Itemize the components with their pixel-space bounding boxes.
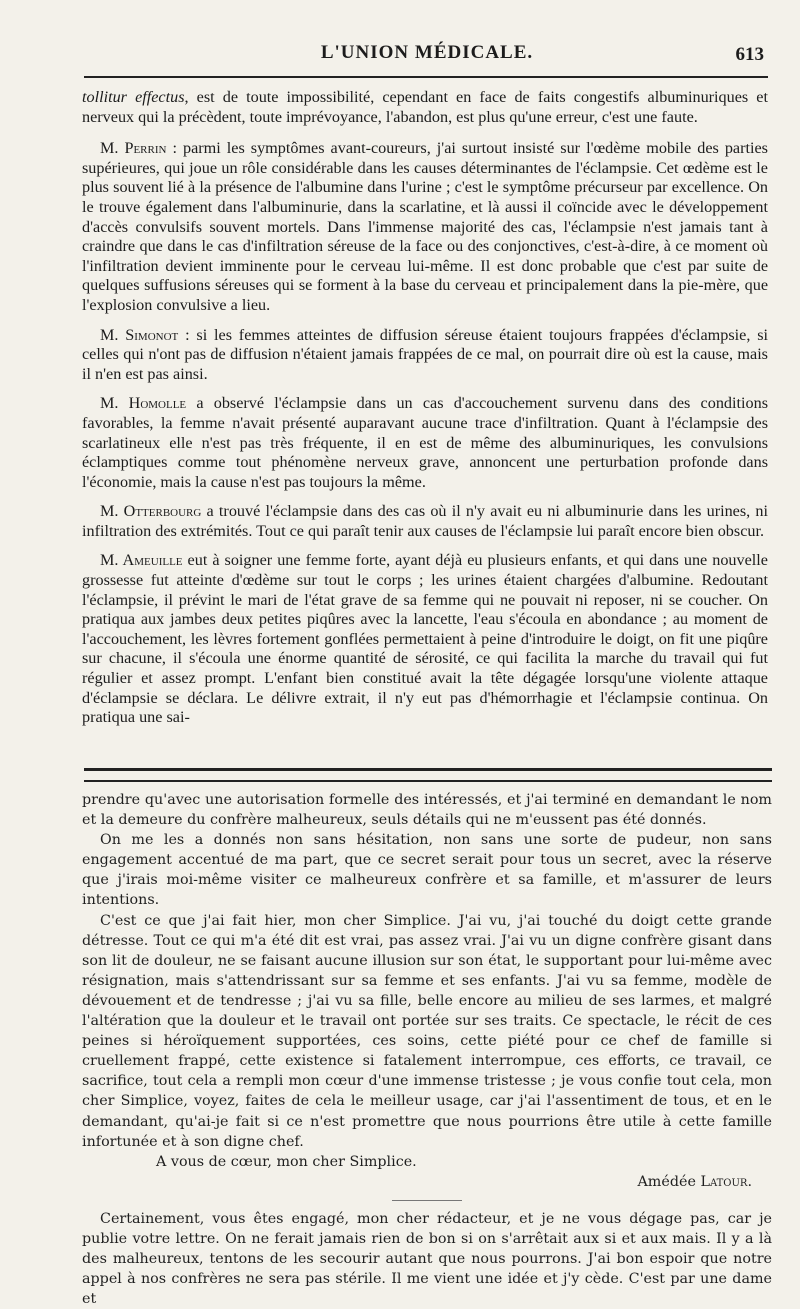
paragraph-text: parmi les symptômes avant-coureurs, j'ai surtout insisté sur l'œdème mobile des parties supérieures, qui joue un rôle considérable dans les causes déterminantes de l'éclampsie. Cet œdème est le plus souvent lié à la présence de l'albumine dans l'urine ; c'est le symptôme précurseur par excellence. On le trouve également dans l'albuminurie, dans la scarlatine, et là aussi il coïncide avec le développement d'accès convulsifs souvent mortels. Dans l'immense majorité des cas, l'éclampsie n'est jamais tant à craindre que dans le cas d'infiltration séreuse de la face ou des conjonctives, c'est-à-dire, à ce moment où l'infiltration devient imminente pour le cerveau lui-même. Il est donc probable que c'est par suite de quelques suffusions séreuses qui se forment à la base du cerveau et principalement dans la pie-mère, que l'explosion convulsive a lieu. bbox=[82, 139, 768, 314]
letter-signature bbox=[82, 1172, 772, 1192]
short-separator bbox=[392, 1200, 462, 1201]
paragraph-letter-3: C'est ce que j'ai fait hier, mon cher Simplice. J'ai vu, j'ai touché du doigt cette grande détresse. Tout ce qui m'a été dit est vrai, pas assez vrai. J'ai vu un digne confrère gisant dans son lit de douleur, ne se faisant aucune illusion sur son état, le supportant pour lui-même avec résignation, mais s'attendrissant sur sa femme et ses enfants. J'ai vu sa femme, modèle de dévouement et de tendresse ; j'ai vu sa fille, belle encore au milieu de ses larmes, et malgré l'altération que la douleur et le travail ont portée sur ses traits. Ce spectacle, le récit de ces peines si héroïquement supportées, ces soins, cette piété pour ce chef de famille si cruellement frappé, cette existence si fatalement interrompue, ces efforts, ce travail, ce sacrifice, tout cela a rempli mon cœur d'une immense tristesse ; je vous confie tout cela, mon cher Simplice, voyez, faites de cela le meilleur usage, car j'ai l'assentiment de tous, et en le demandant, qu'ai-je fait si ce n'est promettre que nous pourrions être utile à cette famille infortunée et à son digne chef. bbox=[82, 912, 772, 1150]
paragraph-ameuille bbox=[82, 551, 768, 727]
paragraph-text: eut à soigner une femme forte, ayant déjà eu plusieurs enfants, et qui dans une nouvelle grossesse fut atteinte d'œdème sur tout le corps ; les urines étaient chargées d'albumine. Redoutant l'éclampsie, il prévint le mari de l'état grave de sa femme qui ne pouvait ni reposer, ni se coucher. On pratiqua aux jambes deux petites piqûres avec la lancette, l'eau s'écoula en abondance ; au moment de l'accouchement, les lèvres fortement gonflées permettaient à peine d'introduire le doigt, on fit une piqûre sur chacune, il s'écoula une énorme quantité de sérosité, ce qui facilita la marche du travail qui fut régulier et assez prompt. L'enfant bien constitué avait la tête dégagée lorsqu'une violente attaque d'éclampsie se déclara. Le délivre extrait, il n'y eut pas d'hémorrhagie et l'éclampsie continua. On pratiqua une sai- bbox=[82, 551, 768, 727]
paragraph-otterbourg bbox=[82, 502, 768, 541]
speaker-name: M. Homolle bbox=[100, 394, 187, 413]
paragraph-letter-1: prendre qu'avec une autorisation formelle des intéressés, et j'ai terminé en demandant le nom et la demeure du confrère malheureux, seuls détails qui ne m'eussent pas été donnés. bbox=[82, 792, 772, 829]
speaker-name: M. Perrin : bbox=[100, 139, 177, 158]
paragraph-text: , est de toute impossibilité, cependant en face de faits congestifs albuminuriques et nerveux qui la précèdent, toute imprévoyance, l'abandon, est plus qu'une erreur, c'est une faute. bbox=[82, 88, 768, 126]
paragraph-text: a observé l'éclampsie dans un cas d'accouchement survenu dans des conditions favorables, la femme n'avait présenté auparavant aucune trace d'infiltration. Quant à l'éclampsie des scarlatineux elle n'est pas très fréquente, il en est de même des albuminuriques, les convulsions éclamptiques comme tout phénomène nerveux grave, annoncent une perturbation profonde dans l'économie, mais la cause n'est pas toujours la même. bbox=[82, 394, 768, 491]
running-header bbox=[82, 42, 772, 72]
section-divider bbox=[84, 768, 772, 782]
paragraph-homolle bbox=[82, 394, 768, 492]
paragraph-continuation bbox=[82, 88, 768, 127]
paragraph-perrin bbox=[82, 139, 768, 315]
header-rule bbox=[84, 76, 768, 78]
paragraph-simonot bbox=[82, 326, 768, 385]
speaker-name: M. Otterbourg bbox=[100, 502, 202, 521]
discussion-section bbox=[82, 88, 768, 738]
paragraph-text: si les femmes atteintes de diffusion séreuse étaient toujours frappées d'éclampsie, si celles qui n'ont pas de diffusion n'étaient jamais frappées de ce mal, on pourrait dire où est la cause, mais il n'en est pas ainsi. bbox=[82, 325, 768, 383]
signature-first-name: Amédée bbox=[637, 1173, 701, 1190]
latin-phrase: tollitur effectus bbox=[82, 88, 185, 106]
speaker-name: M. Ameuille bbox=[100, 551, 183, 570]
letter-closing: A vous de cœur, mon cher Simplice. bbox=[156, 1153, 417, 1170]
page-number: 613 bbox=[735, 44, 764, 65]
signature-last-name: Latour. bbox=[700, 1173, 752, 1190]
speaker-name: M. Simonot : bbox=[100, 325, 190, 344]
paragraph-reply: Certainement, vous êtes engagé, mon cher rédacteur, et je ne vous dégage pas, car je publie votre lettre. On ne ferait jamais rien de bon si on s'arrêtait aux si et aux mais. Il y a là des malheureux, tentons de les secourir autant que nous pourrons. J'ai bon espoir que notre appel à nos confrères ne sera pas stérile. Il me vient une idée et j'y cède. C'est par une dame et bbox=[82, 1210, 772, 1308]
paragraph-text: a trouvé l'éclampsie dans des cas où il n'y avait eu ni albuminurie dans les urines, ni infiltration des extrémités. Tout ce qui paraît tenir aux causes de l'éclampsie lui paraît encore bien obscur. bbox=[82, 502, 768, 540]
feuilleton-section bbox=[82, 790, 772, 1309]
paragraph-letter-2: On me les a donnés non sans hésitation, non sans une sorte de pudeur, non sans engagement accentué de ma part, que ce secret serait pour tous un secret, avec la réserve que j'irais moi-même visiter ce malheureux confrère et sa famille, et m'assurer de leurs intentions. bbox=[82, 832, 772, 909]
journal-title: L'UNION MÉDICALE. bbox=[320, 42, 534, 63]
